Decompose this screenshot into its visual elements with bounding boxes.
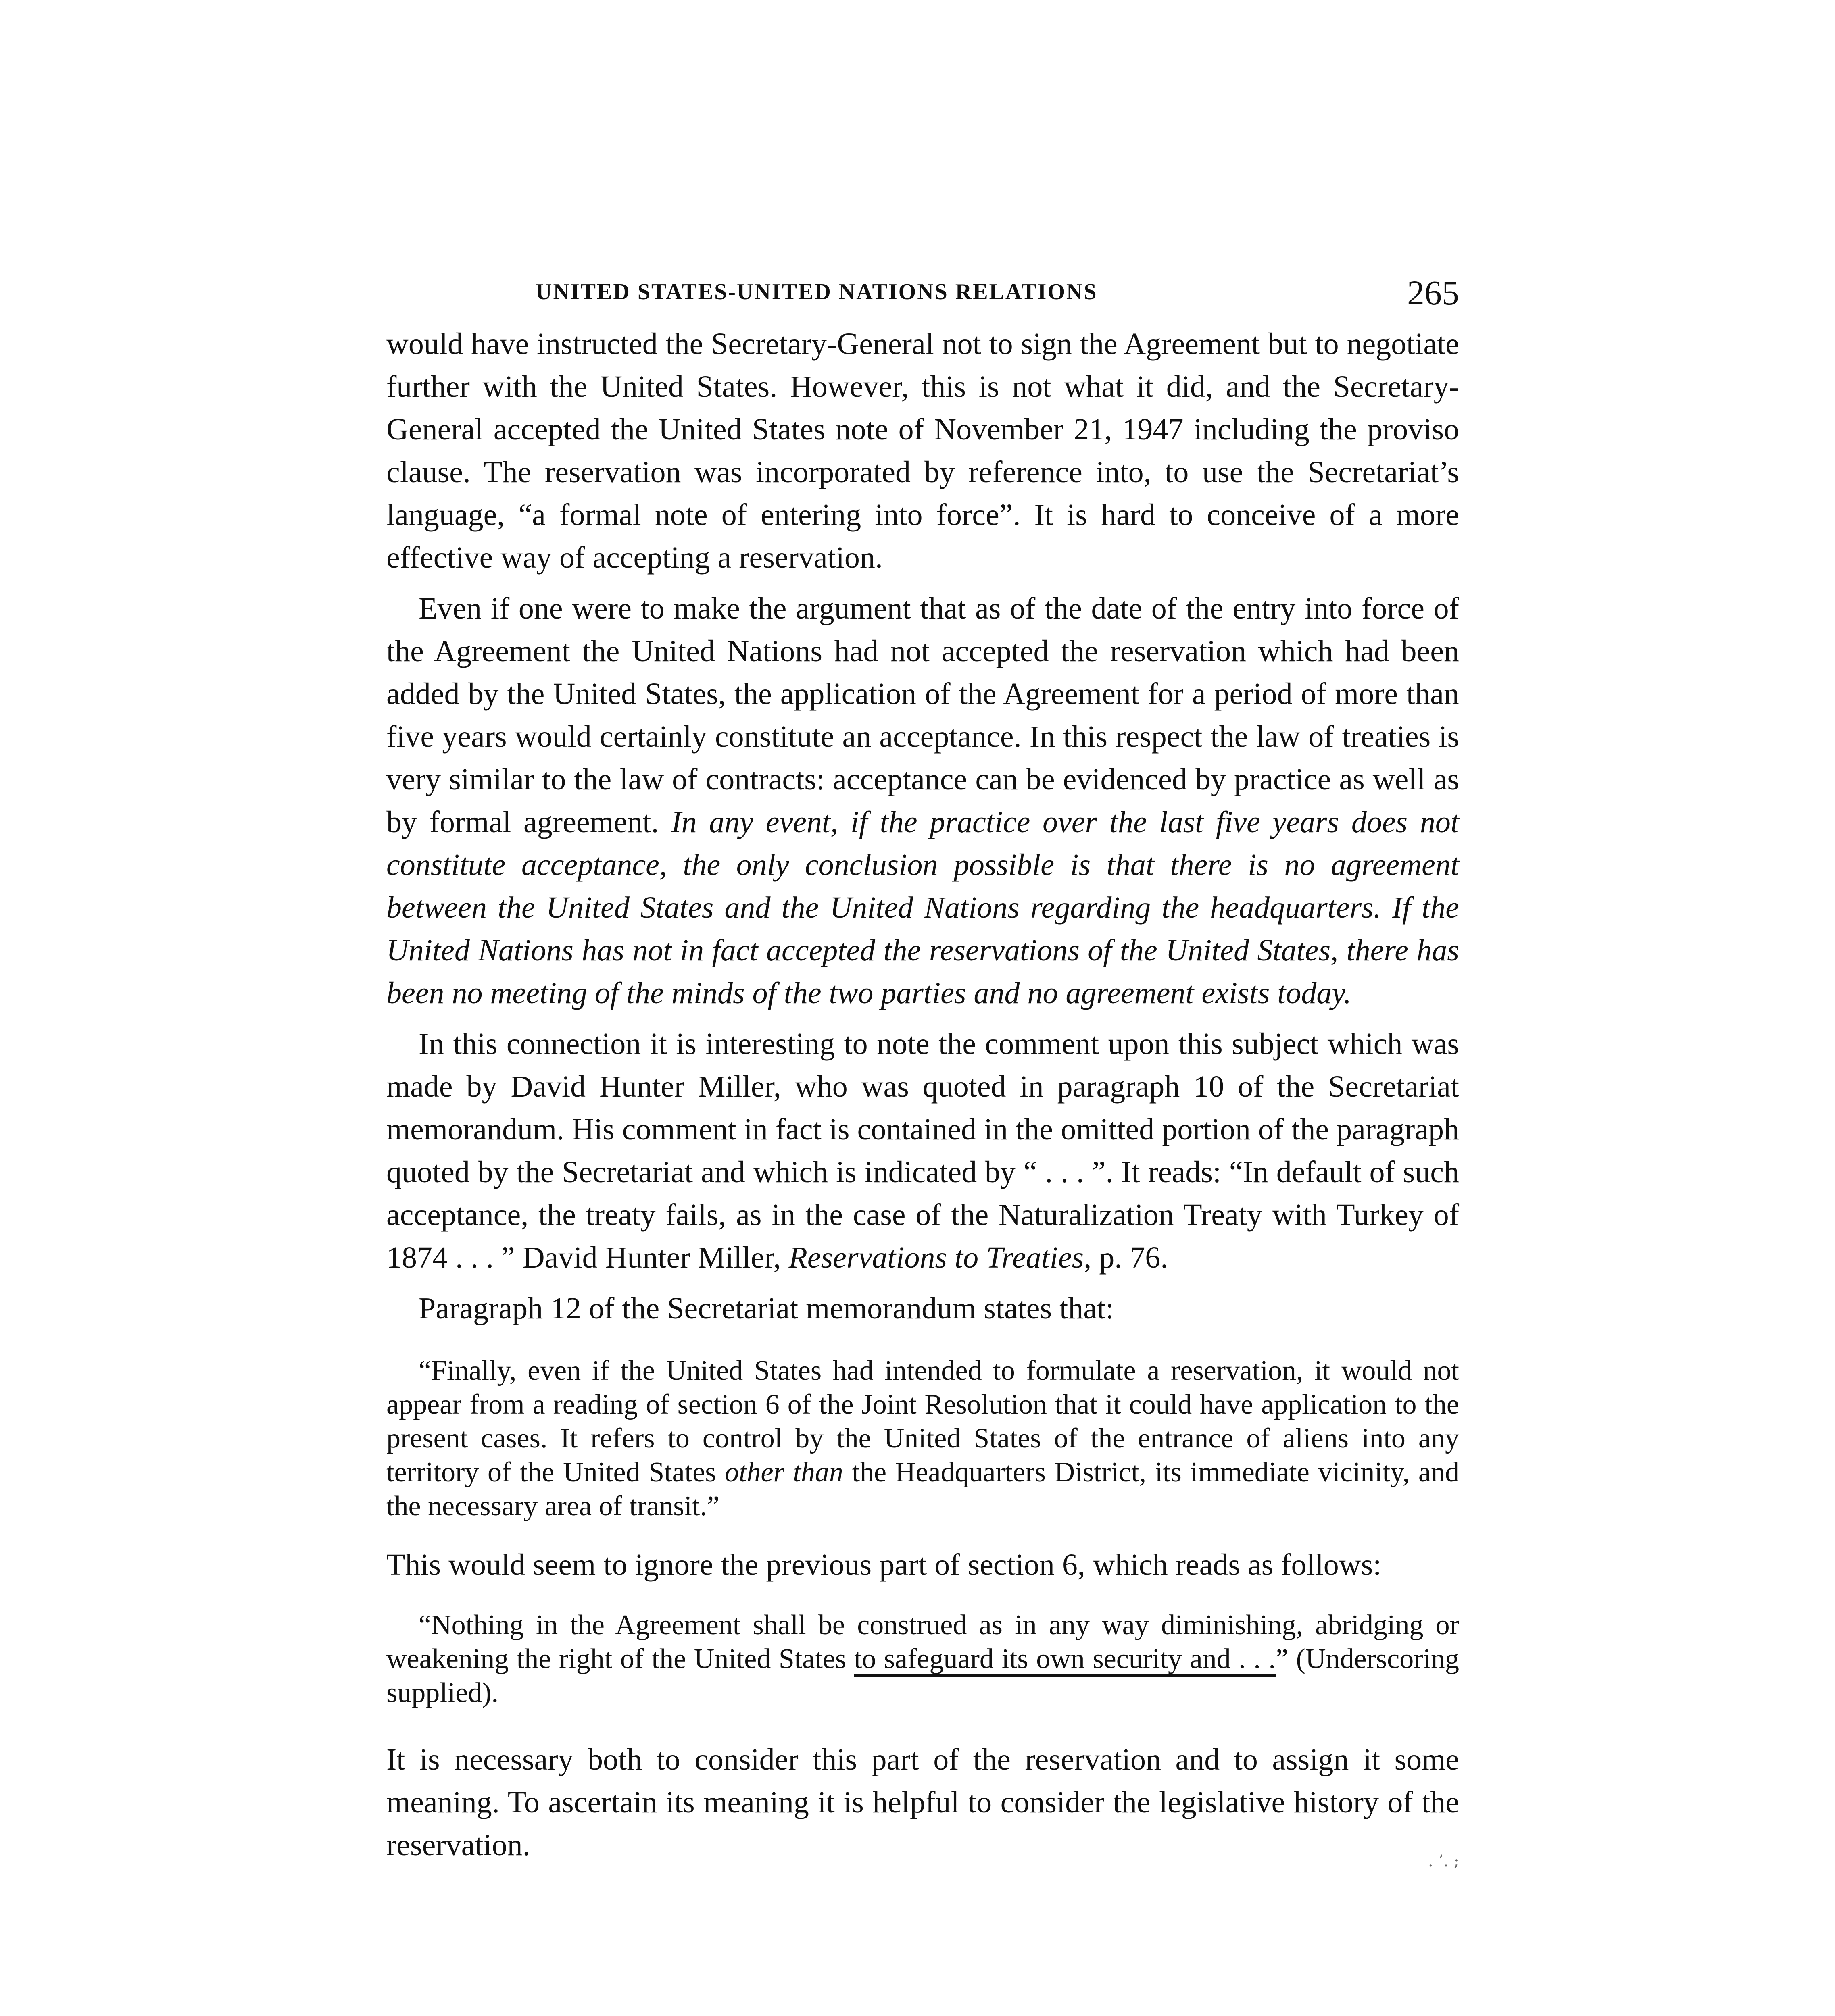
paragraph-3-citation-title: Reservations to Treaties: [788, 1241, 1084, 1275]
running-head: [386, 258, 1459, 312]
paragraph-5: This would seem to ignore the previous part of section 6, which reads as follows:: [386, 1548, 1382, 1582]
block-quote-1-text: “Finally, even if the United States had intended to formulate a reservation, it would not appear from a reading of section 6 of the Joint Resolution that it could have application to the present cases. It refers to control by the United States of the entrance of aliens into any territory of the United States: [386, 1355, 1459, 1488]
block-quote-2-text: “Nothing in the Agreement shall be construed as in any way diminishing, abridging or weakening the right of the United States: [386, 1610, 1459, 1674]
paragraph-2-italic-text: In any event, if the practice over the last five years does not constitute acceptance, the only conclusion possible is that there is no agreement between the United States and the United Nations regarding the headquarters. If the United Nations has not in fact accepted the reservations of the United States, there has been no meeting of the minds of the two parties and no agreement exists today.: [386, 805, 1459, 1010]
paragraph-3-citation-end: , p. 76.: [1084, 1241, 1168, 1275]
block-quote-1: [386, 1354, 1459, 1523]
paragraph-2: [386, 587, 1459, 1014]
paragraph-3: [386, 1023, 1459, 1279]
block-quote-1-text-end: the Headquarters District, its immediate vicinity, and the necessary area of transit.”: [386, 1457, 1459, 1522]
paragraph-2-text: Even if one were to make the argument that as of the date of the entry into force of the Agreement the United Nations had not accepted the reservation which had been added by the United States, the application of the Agreement for a period of more than five years would certainly constitute an acceptance. In this respect the law of treaties is very similar to the law of contracts: acceptance can be evidenced by practice as well as by formal agreement.: [386, 591, 1459, 839]
page-number: 265: [1407, 273, 1459, 312]
paragraph-4: Paragraph 12 of the Secretariat memorandum states that:: [419, 1291, 1114, 1325]
block-quote-2-underlined: to safeguard its own security and . . .: [854, 1643, 1276, 1677]
paragraph-6: It is necessary both to consider this part of the reservation and to assign it some meaning. To ascertain its meaning it is helpful to consider the legislative history of the reservation.: [386, 1743, 1459, 1862]
block-quote-2: [386, 1608, 1459, 1710]
document-page: [386, 258, 1459, 1870]
paragraph-3-text: In this connection it is interesting to note the comment upon this subject which was made by David Hunter Miller, who was quoted in paragraph 10 of the Secretariat memorandum. His comment in fact is contained in the omitted portion of the paragraph quoted by the Secretariat and which is indicated by “ . . . ”. It reads: “In default of such acceptance, the treaty fails, as in the case of the Naturalization Treaty with Turkey of 1874 . . . ” David Hunter Miller,: [386, 1027, 1459, 1275]
block-quote-2-text-end: ” (Underscoring supplied).: [386, 1643, 1459, 1708]
block-quote-1-italic: other than: [725, 1457, 843, 1488]
paragraph-1: would have instructed the Secretary-General not to sign the Agreement but to negotiate further with the United States. However, this is not what it did, and the Secretary-General accepted the United States note of November 21, 1947 including the proviso clause. The reservation was incorporated by reference into, to use the Secretariat’s language, “a formal note of entering into force”. It is hard to conceive of a more effective way of accepting a reservation.: [386, 327, 1459, 575]
running-title: UNITED STATES-UNITED NATIONS RELATIONS: [536, 279, 1098, 304]
scan-artifact: . ’. ;: [1428, 1852, 1459, 1870]
